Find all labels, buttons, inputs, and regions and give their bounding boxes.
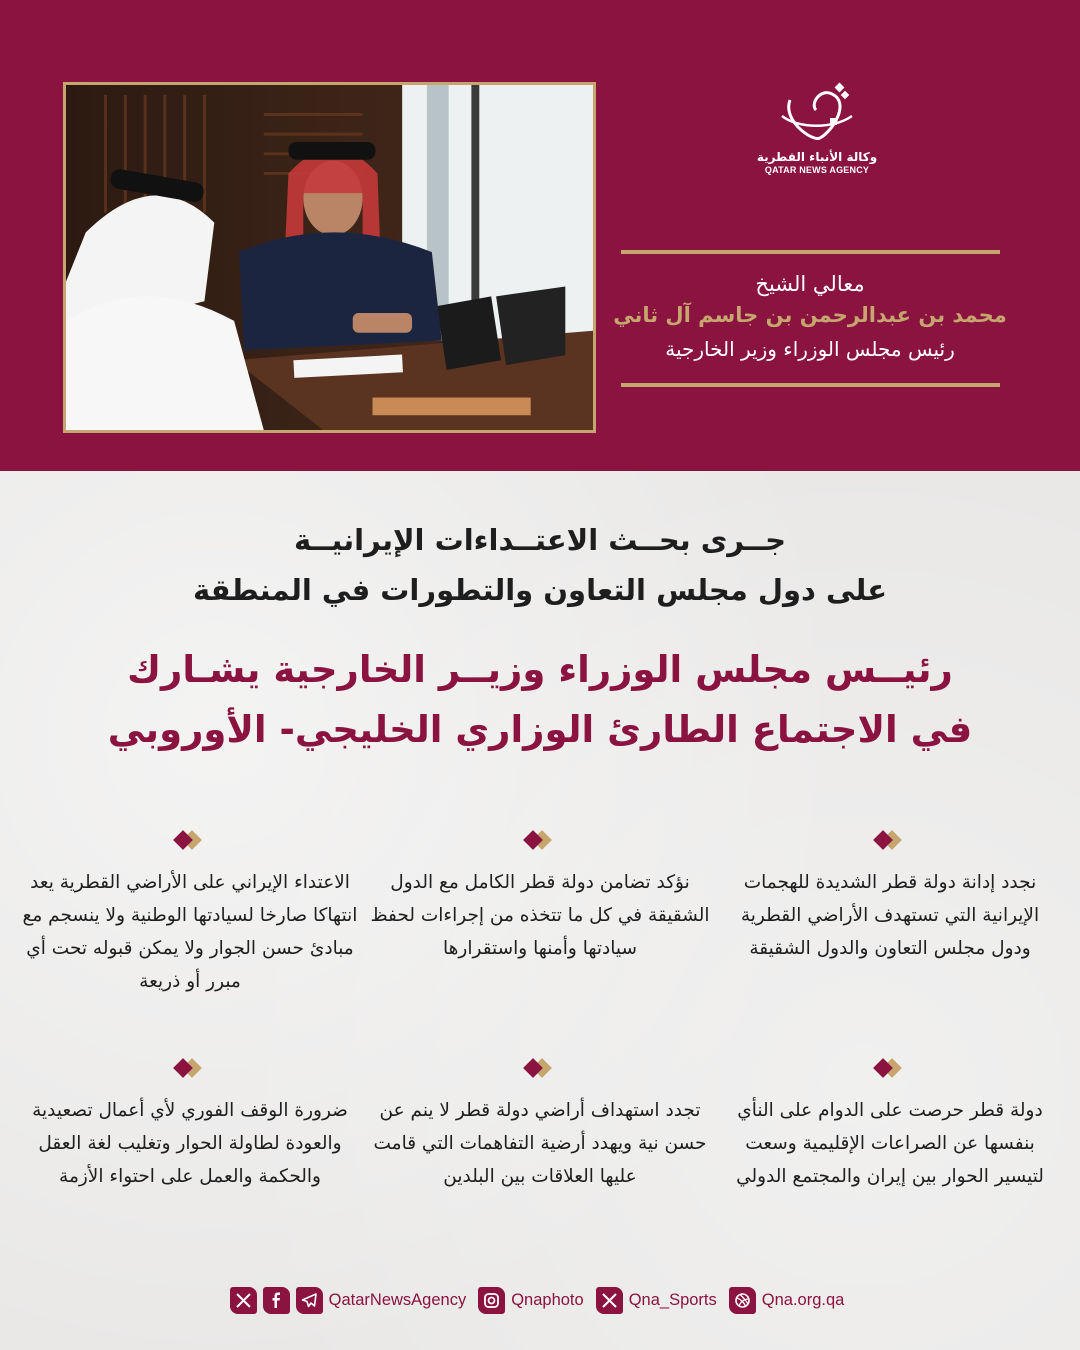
diamond-bullet-icon [872, 1058, 908, 1080]
diamond-bullet-icon [522, 1058, 558, 1080]
x-icon[interactable] [596, 1287, 623, 1314]
statement-text: الاعتداء الإيراني على الأراضي القطرية يعد انتهاكا صارخا لسيادتها الوطنية ولا ينسجم مع مبادئ حسن الجوار ولا يمكن قبوله تحت أي مبرر أو ذريعة [22, 872, 358, 992]
website-globe-icon[interactable] [729, 1287, 756, 1314]
photo-illustration [66, 85, 593, 430]
handle-qatarnewsagency[interactable]: QatarNewsAgency [328, 1290, 467, 1309]
instagram-icon[interactable] [478, 1287, 505, 1314]
statement-text: دولة قطر حرصت على الدوام على النأي بنفسها عن الصراعات الإقليمية وسعت لتيسير الحوار بين إيران والمجتمع الدولي [736, 1100, 1044, 1187]
gold-divider-bottom [621, 383, 1000, 387]
facebook-icon[interactable] [263, 1287, 290, 1314]
main-headline [60, 640, 1020, 760]
news-photo [63, 82, 596, 433]
gold-divider-top [621, 250, 1000, 254]
handle-qna-sports[interactable]: Qna_Sports [628, 1290, 717, 1309]
person-title: رئيس مجلس الوزراء وزير الخارجية [665, 337, 955, 361]
person-honorific: معالي الشيخ [755, 272, 865, 296]
statement-point [370, 830, 710, 965]
x-icon[interactable] [230, 1287, 257, 1314]
statement-point [720, 1058, 1060, 1193]
main-headline-line-2: في الاجتماع الطارئ الوزاري الخليجي- الأوروبي [107, 708, 973, 751]
statement-text: نؤكد تضامن دولة قطر الكامل مع الدول الشقيقة في كل ما تتخذه من إجراءات لحفظ سيادتها وأمنها واستقرارها [370, 872, 710, 959]
statement-text: تجدد استهداف أراضي دولة قطر لا ينم عن حسن نية ويهدد أرضية التفاهمات التي قامت عليها العلاقات بين البلدين [373, 1100, 707, 1187]
website-link[interactable]: Qna.org.qa [761, 1290, 845, 1309]
diamond-bullet-icon [872, 830, 908, 852]
qna-emblem-icon [772, 80, 862, 146]
logo-arabic-text: وكالة الأنباء القطرية [756, 150, 878, 164]
qna-logo [752, 80, 882, 185]
main-headline-line-1: رئيــس مجلس الوزراء وزيــر الخارجية يشـارك [127, 648, 953, 691]
sub-headline-line-1: جــرى بحــث الاعتــداءات الإيرانيــة [293, 523, 787, 557]
diamond-bullet-icon [172, 830, 208, 852]
social-footer [0, 1284, 1080, 1316]
statement-point [20, 830, 360, 998]
handle-qnaphoto[interactable]: Qnaphoto [511, 1290, 584, 1309]
statement-text: نجدد إدانة دولة قطر الشديدة للهجمات الإيرانية التي تستهدف الأراضي القطرية ودول مجلس التعاون والدول الشقيقة [740, 872, 1040, 959]
statement-text: ضرورة الوقف الفوري لأي أعمال تصعيدية والعودة لطاولة الحوار وتغليب لغة العقل والحكمة والعمل على احتواء الأزمة [32, 1100, 348, 1187]
telegram-icon[interactable] [296, 1287, 323, 1314]
person-title-block [610, 268, 1010, 368]
statement-point [370, 1058, 710, 1193]
person-name: محمد بن عبدالرحمن بن جاسم آل ثاني [613, 303, 1007, 327]
diamond-bullet-icon [172, 1058, 208, 1080]
diamond-bullet-icon [522, 830, 558, 852]
sub-headline [100, 515, 980, 615]
statement-point [720, 830, 1060, 965]
sub-headline-line-2: على دول مجلس التعاون والتطورات في المنطقة [192, 573, 888, 607]
logo-english-text: QATAR NEWS AGENCY [764, 165, 870, 175]
statement-point [20, 1058, 360, 1193]
